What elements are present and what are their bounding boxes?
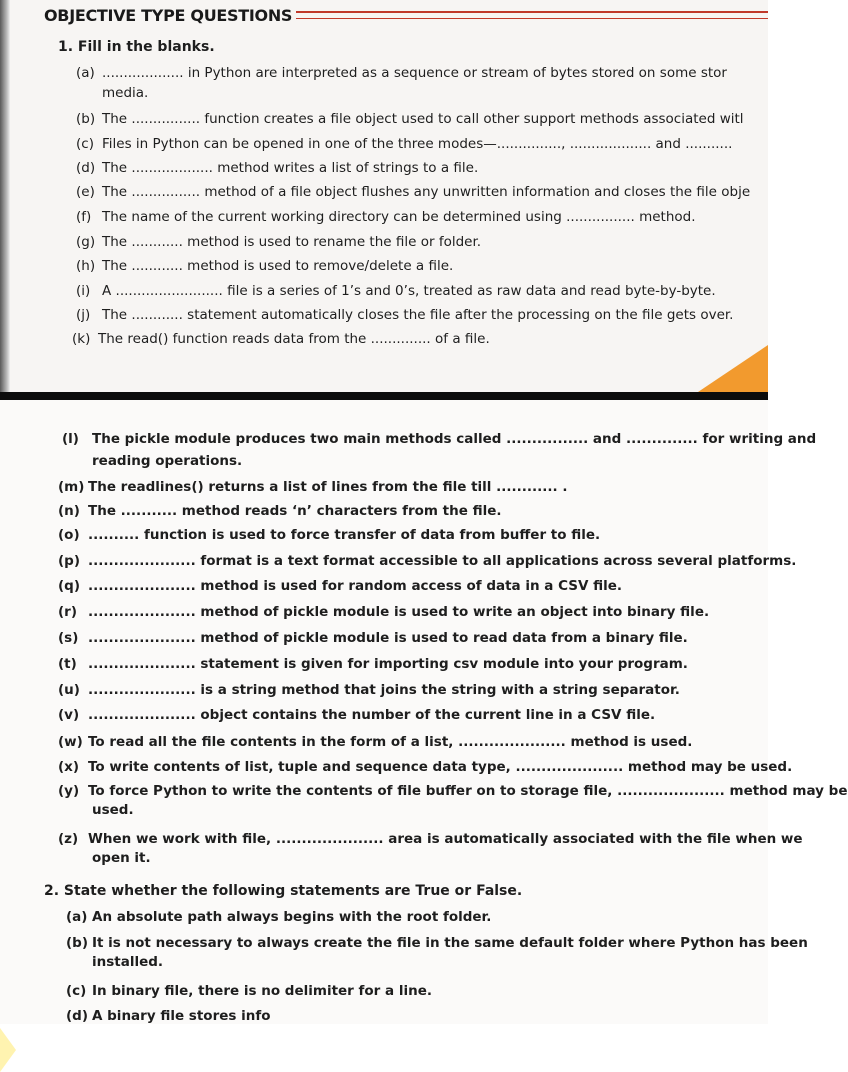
blank-item-y-continued — [92, 801, 134, 819]
item-label: (l) — [62, 431, 79, 447]
item-label: (v) — [58, 707, 80, 723]
item-text: A binary file stores info — [92, 1008, 271, 1024]
item-text: The pickle module produces two main methods called ................ and .............. for writing and — [92, 431, 817, 447]
item-label: (j) — [76, 307, 91, 323]
item-text: ................... in Python are interpreted as a sequence or stream of bytes stored on some stor — [102, 65, 727, 81]
blank-item-o — [58, 526, 600, 544]
item-label: (c) — [76, 136, 94, 152]
item-label: (q) — [58, 578, 81, 594]
blank-item-p — [58, 552, 796, 570]
blank-item-z — [58, 830, 803, 848]
blank-item-i — [76, 282, 716, 300]
blank-item-e — [76, 183, 750, 201]
blank-item-n — [58, 502, 502, 520]
blank-item-q — [58, 577, 622, 595]
blank-item-s — [58, 629, 688, 647]
item-text: ..................... method of pickle module is used to read data from a binary file. — [88, 630, 688, 646]
item-text: The ............ method is used to remove/delete a file. — [102, 258, 454, 274]
item-label: (o) — [58, 527, 80, 543]
item-text: The read() function reads data from the .............. of a file. — [98, 331, 490, 347]
blank-item-a-continued — [102, 84, 148, 102]
item-label: (y) — [58, 783, 80, 799]
item-text: The readlines() returns a list of lines from the file till ............ . — [88, 479, 568, 495]
item-text: The ................ method of a file object flushes any unwritten information and closes the file obje — [102, 184, 751, 200]
blank-item-w — [58, 733, 692, 751]
item-label: (b) — [66, 935, 89, 951]
item-label: (d) — [66, 1008, 89, 1024]
item-text: To force Python to write the contents of file buffer on to storage file, ..................... method may be — [88, 783, 848, 799]
yellow-side-tab — [0, 1028, 16, 1072]
item-text: ..................... format is a text format accessible to all applications across several platforms. — [88, 553, 797, 569]
item-label: (s) — [58, 630, 79, 646]
item-label: (m) — [58, 479, 85, 495]
tf-item-a — [66, 908, 491, 926]
blank-item-x — [58, 758, 792, 776]
heading-rule — [296, 11, 768, 19]
item-label: (i) — [76, 283, 91, 299]
blank-item-v — [58, 706, 655, 724]
page-separator — [0, 392, 768, 400]
item-text: The ............ method is used to rename the file or folder. — [102, 234, 482, 250]
blank-item-u — [58, 681, 680, 699]
item-text: ..................... method is used for random access of data in a CSV file. — [88, 578, 623, 594]
item-text: When we work with file, ..................... area is automatically associated with the file when we — [88, 831, 803, 847]
item-label: (r) — [58, 604, 77, 620]
item-text: The ................... method writes a list of strings to a file. — [102, 160, 479, 176]
item-text: To write contents of list, tuple and sequence data type, ..................... method may be used. — [88, 759, 793, 775]
item-label: (c) — [66, 983, 87, 999]
item-text: used. — [92, 802, 134, 818]
item-label: (a) — [76, 65, 95, 81]
item-text: A ......................... file is a series of 1’s and 0’s, treated as raw data and read byte-by-byte. — [102, 283, 716, 299]
book-spine-shadow — [0, 0, 10, 392]
blank-item-k — [72, 330, 490, 348]
item-text: To read all the file contents in the form of a list, ..................... method is used. — [88, 734, 693, 750]
item-text: The ........... method reads ‘n’ characters from the file. — [88, 503, 502, 519]
tf-item-b — [66, 934, 808, 952]
item-label: (x) — [58, 759, 80, 775]
item-label: (d) — [76, 160, 96, 176]
bottom-textbook-page — [0, 400, 848, 1024]
question-1-title: 1. Fill in the blanks. — [58, 39, 215, 55]
item-label: (p) — [58, 553, 81, 569]
item-label: (b) — [76, 111, 96, 127]
blank-item-a — [76, 64, 727, 82]
item-text: ..................... statement is given for importing csv module into your program. — [88, 656, 688, 672]
blank-item-t — [58, 655, 688, 673]
section-heading — [44, 4, 768, 26]
item-text: The ................ function creates a file object used to call other support methods associated witl — [102, 111, 744, 127]
question-2-title: 2. State whether the following statements are True or False. — [44, 883, 523, 899]
item-text: An absolute path always begins with the root folder. — [92, 909, 492, 925]
item-text: The ............ statement automatically closes the file after the processing on the file gets over. — [102, 307, 734, 323]
blank-item-c — [76, 135, 732, 153]
item-text: ..................... is a string method that joins the string with a string separator. — [88, 682, 680, 698]
item-text: Files in Python can be opened in one of the three modes—..............., ................... and ........... — [102, 136, 733, 152]
item-text: ..................... object contains the number of the current line in a CSV file. — [88, 707, 656, 723]
tf-item-d — [66, 1007, 271, 1025]
item-label: (z) — [58, 831, 79, 847]
item-text: .......... function is used to force transfer of data from buffer to file. — [88, 527, 601, 543]
item-text: ..................... method of pickle module is used to write an object into binary file. — [88, 604, 710, 620]
blank-item-r — [58, 603, 709, 621]
item-label: (k) — [72, 331, 91, 347]
item-text: installed. — [92, 954, 164, 970]
blank-item-d — [76, 159, 478, 177]
item-label: (t) — [58, 656, 77, 672]
item-text: media. — [102, 85, 149, 101]
item-label: (e) — [76, 184, 95, 200]
blank-item-h — [76, 257, 453, 275]
item-text: open it. — [92, 850, 151, 866]
tf-item-c — [66, 982, 432, 1000]
item-label: (g) — [76, 234, 96, 250]
blank-item-g — [76, 233, 481, 251]
blank-item-j — [76, 306, 733, 324]
blank-item-l — [62, 430, 816, 448]
item-text: The name of the current working directory can be determined using ................ method. — [102, 209, 696, 225]
item-label: (a) — [66, 909, 88, 925]
blank-item-f — [76, 208, 696, 226]
blank-item-b — [76, 110, 744, 128]
heading-text: OBJECTIVE TYPE QUESTIONS — [44, 5, 293, 25]
blank-item-m — [58, 478, 568, 496]
tf-item-b-continued — [92, 953, 163, 971]
item-text: It is not necessary to always create the file in the same default folder where Python has been — [92, 935, 808, 951]
orange-corner-decoration — [698, 345, 768, 392]
blank-item-y — [58, 782, 848, 800]
item-label: (n) — [58, 503, 80, 519]
blank-item-l-continued — [92, 452, 242, 470]
item-text: reading operations. — [92, 453, 243, 469]
item-label: (f) — [76, 209, 92, 225]
item-text: In binary file, there is no delimiter for a line. — [92, 983, 433, 999]
top-textbook-page — [0, 0, 768, 392]
item-label: (u) — [58, 682, 80, 698]
blank-item-z-continued — [92, 849, 151, 867]
item-label: (h) — [76, 258, 96, 274]
item-label: (w) — [58, 734, 83, 750]
